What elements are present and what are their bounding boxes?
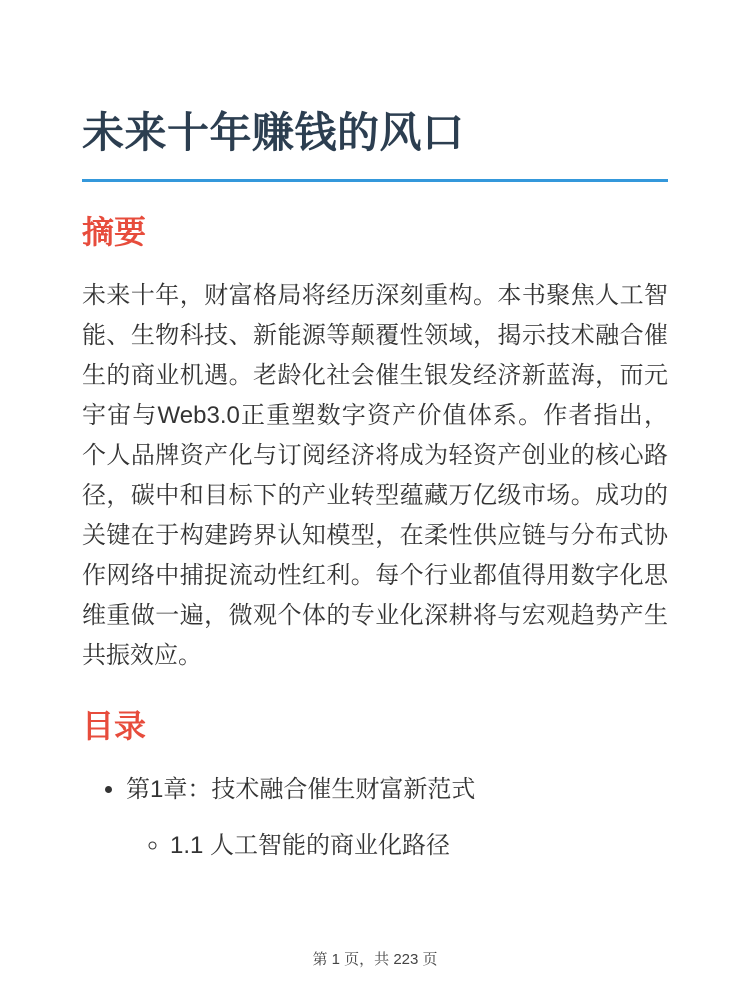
toc-item-chapter-1 <box>126 770 668 866</box>
toc-heading: 目录 <box>82 708 147 745</box>
page-number-footer: 第 1 页，共 223 页 <box>312 951 438 968</box>
page-title: 未来十年赚钱的风口 <box>82 109 465 156</box>
toc-subitem-1-1 <box>170 826 668 866</box>
toc-item-label: 第1章：技术融合催生财富新范式 <box>126 776 476 804</box>
toc-sublist <box>126 826 668 866</box>
title-divider <box>82 179 668 182</box>
toc-subitem-label: 1.1 人工智能的商业化路径 <box>170 832 451 860</box>
toc-list <box>82 770 668 866</box>
abstract-heading: 摘要 <box>82 214 147 251</box>
abstract-body: 未来十年，财富格局将经历深刻重构。本书聚焦人工智能、生物科技、新能源等颠覆性领域，揭示技术融合催生的商业机遇。老龄化社会催生银发经济新蓝海，而元宇宙与Web3.0正重塑数字资产价值体系。作者指出，个人品牌资产化与订阅经济将成为轻资产创业的核心路径，碳中和目标下的产业转型蕴藏万亿级市场。成功的关键在于构建跨界认知模型，在柔性供应链与分布式协作网络中捕捉流动性红利。每个行业都值得用数字化思维重做一遍，微观个体的专业化深耕将与宏观趋势产生共振效应。 <box>82 282 668 670</box>
